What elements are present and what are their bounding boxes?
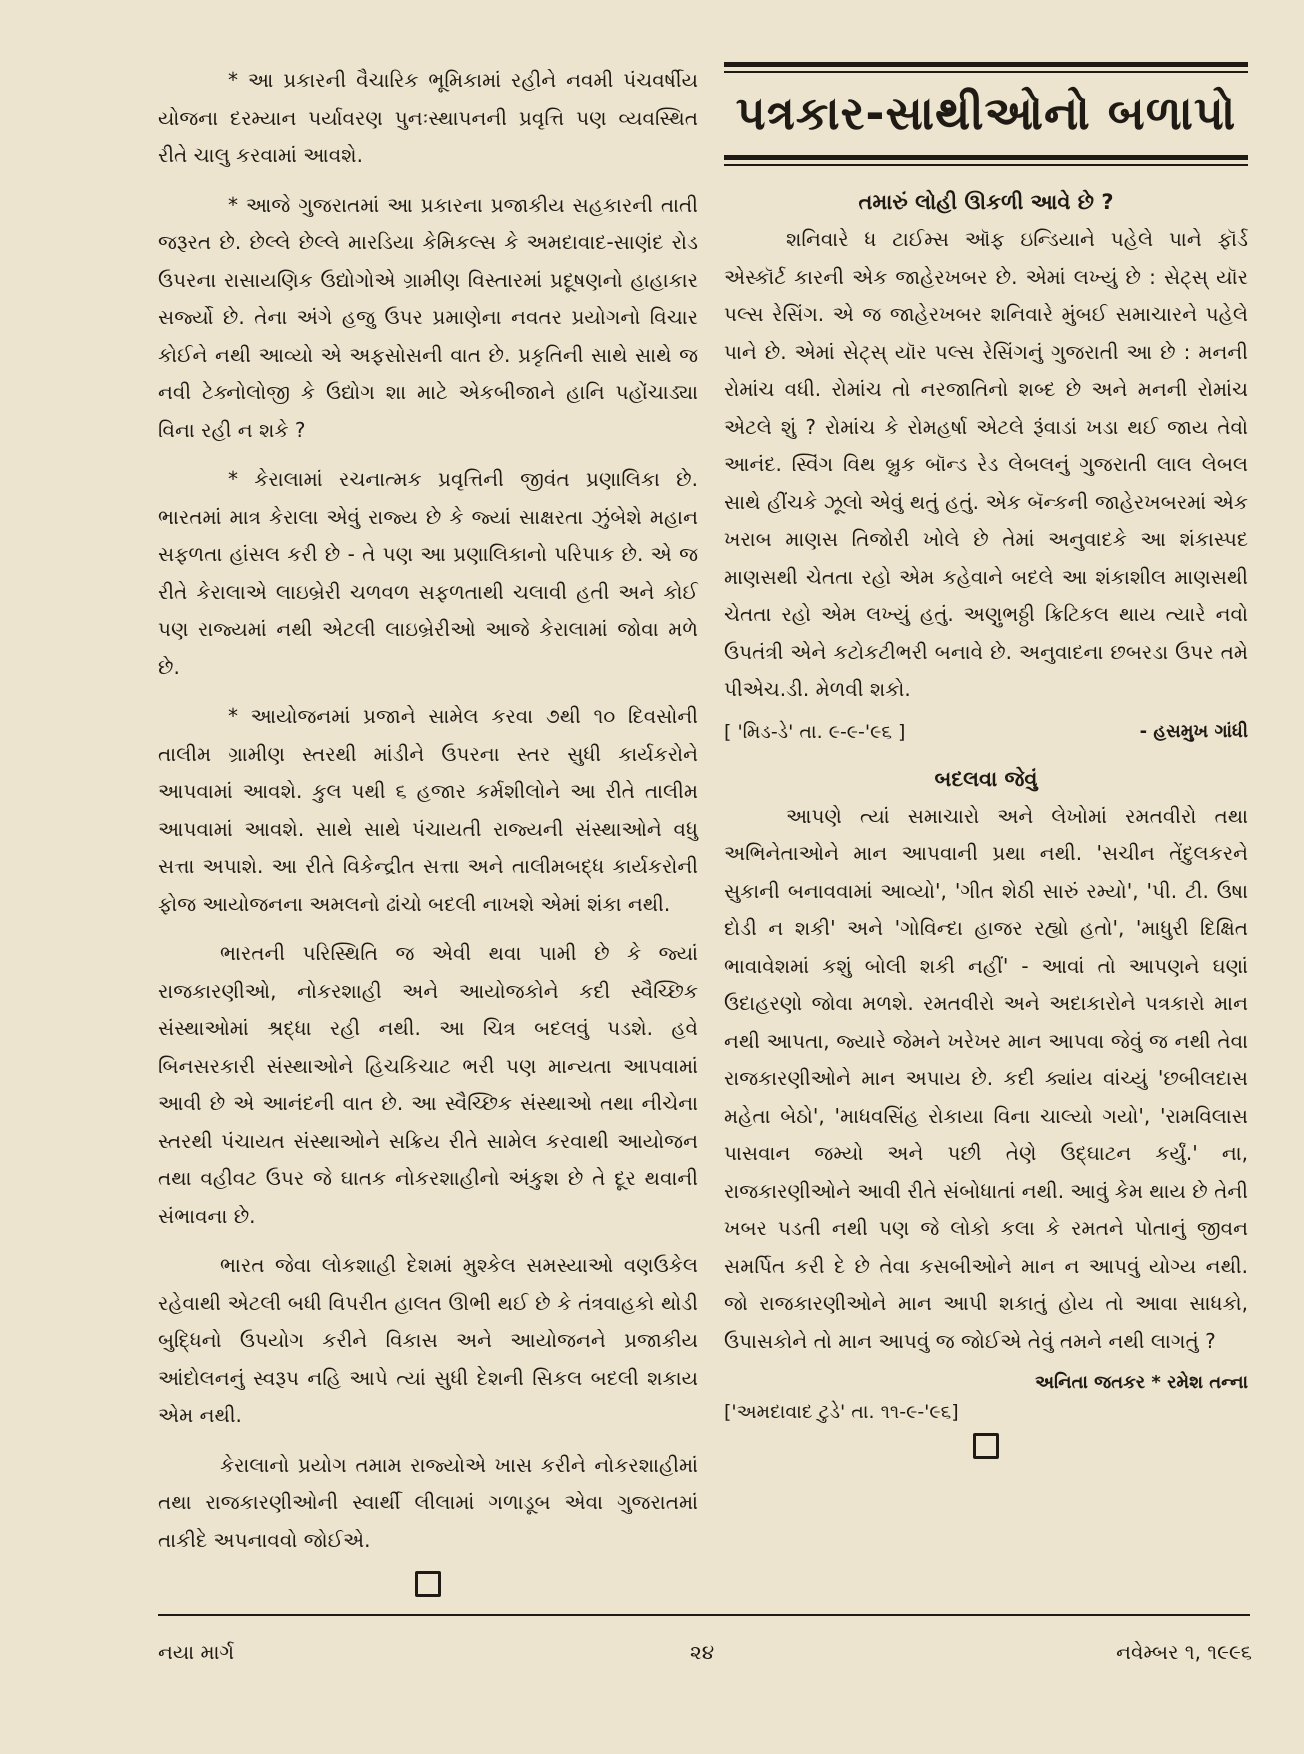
footer-publication: નયા માર્ગ bbox=[158, 1640, 235, 1664]
section1-citation: [ 'મિડ-ડે' તા. ૯-૯-'૯૬ ] bbox=[724, 720, 906, 743]
article-end-box-right bbox=[973, 1433, 999, 1459]
title-bottom-rule-thin bbox=[724, 164, 1248, 166]
section1-body: શનિવારે ધ ટાઈમ્સ ઑફ ઇન્ડિયાને પહેલે પાને ફૉર્ડ એસ્કૉર્ટ કારની એક જાહેરખબર છે. એમાં લખ્યું છે : સેટ્સ્ યૉર પલ્સ રેસિંગ. એ જ જાહેરખબર શનિવારે મુંબઈ સમાચારને પહેલે પાને છે. એમાં સેટ્સ્ યૉર પલ્સ રેસિંગનું ગુજરાતી આ છે : મનની રોમાંચ વધી. રોમાંચ તો નરજાતિનો શબ્દ છે અને મનની રોમાંચ એટલે શું ? રોમાંચ કે રોમહર્ષા એટલે રૂંવાડાં ખડા થઈ જાય તેવો આનંદ. સ્વિંગ વિથ બ્રુક બૉન્ડ રેડ લેબલનું ગુજરાતી લાલ લેબલ સાથે હીંચકે ઝૂલો એવું થતું હતું. એક બૅન્કની જાહેરખબરમાં એક ખરાબ માણસ તિજોરી ખોલે છે તેમાં અનુવાદકે આ શંકાસ્પદ માણસથી ચેતતા રહો એમ કહેવાને બદલે આ શંકાશીલ માણસથી ચેતતા રહો એમ લખ્યું હતું. અણુભઠ્ઠી ક્રિટિકલ થાય ત્યારે નવો ઉપતંત્રી એને કટોકટીભરી બનાવે છે. અનુવાદના છબરડા ઉપર તમે પીએચ.ડી. મેળવી શકો. bbox=[724, 227, 1248, 701]
left-paragraph-1: * આ પ્રકારની વૈચારિક ભૂમિકામાં રહીને નવમી પંચવર્ષીય યોજના દરમ્યાન પર્યાવરણ પુનઃસ્થાપનની પ્રવૃત્તિ પણ વ્યવસ્થિત રીતે ચાલુ કરવામાં આવશે. bbox=[158, 68, 698, 167]
footer-page-number: ૨૪ bbox=[690, 1640, 715, 1664]
section1-heading: તમારું લોહી ઊકળી આવે છે ? bbox=[858, 190, 1114, 214]
left-paragraph-3: * કેરાલામાં રચનાત્મક પ્રવૃત્તિની જીવંત પ્રણાલિકા છે. ભારતમાં માત્ર કેરાલા એવું રાજ્ય છે કે જ્યાં સાક્ષરતા ઝુંબેશે મહાન સફળતા હાંસલ કરી છે - તે પણ આ પ્રણાલિકાનો પરિપાક છે. એ જ રીતે કેરાલાએ લાઇબ્રેરી ચળવળ સફળતાથી ચલાવી હતી અને કોઈ પણ રાજ્યમાં નથી એટલી લાઇબ્રેરીઓ આજે કેરાલામાં જોવા મળે છે. bbox=[158, 467, 698, 679]
left-paragraph-2: * આજે ગુજરાતમાં આ પ્રકારના પ્રજાકીય સહકારની તાતી જરૂરત છે. છેલ્લે છેલ્લે મારડિયા કેમિકલ્સ કે અમદાવાદ-સાણંદ રોડ ઉપરના રાસાયણિક ઉદ્યોગોએ ગ્રામીણ વિસ્તારમાં પ્રદૂષણનો હાહાકાર સર્જ્યો છે. તેના અંગે હજુ ઉપર પ્રમાણેના નવતર પ્રયોગનો વિચાર કોઈને નથી આવ્યો એ અફસોસની વાત છે. પ્રકૃતિની સાથે સાથે જ નવી ટેક્નોલોજી કે ઉદ્યોગ શા માટે એકબીજાને હાનિ પહોંચાડ્યા વિના રહી ન શકે ? bbox=[158, 192, 698, 442]
section2-heading: બદલવા જેવું bbox=[934, 766, 1038, 791]
section2-body: આપણે ત્યાં સમાચારો અને લેખોમાં રમતવીરો તથા અભિનેતાઓને માન આપવાની પ્રથા નથી. 'સચીન તેંદુલકરને સુકાની બનાવવામાં આવ્યો', 'ગીત શેઠી સારું રમ્યો', 'પી. ટી. ઉષા દોડી ન શકી' અને 'ગોવિન્દા હાજર રહ્યો હતો', 'માધુરી દિક્ષિત ભાવાવેશમાં કશું બોલી શકી નહીં' - આવાં તો આપણને ઘણાં ઉદાહરણો જોવા મળશે. રમતવીરો અને અદાકારોને પત્રકારો માન નથી આપતા, જ્યારે જેમને ખરેખર માન આપવા જેવું જ નથી તેવા રાજકારણીઓને માન અપાય છે. કદી ક્યાંય વાંચ્યું 'છબીલદાસ મહેતા બેઠો', 'માધવસિંહ રોકાયા વિના ચાલ્યો ગયો', 'રામવિલાસ પાસવાન જમ્યો અને પછી તેણે ઉદ્ઘાટન કર્યું.' ના, રાજકારણીઓને આવી રીતે સંબોધાતાં નથી. આવું કેમ થાય છે તેની ખબર પડતી નથી પણ જે લોકો કલા કે રમતને પોતાનું જીવન સમર્પિત કરી દે છે તેવા કસબીઓને માન ન આપવું યોગ્ય નથી. જો રાજકારણીઓને માન આપી શકાતું હોય તો આવા સાધકો, ઉપાસકોને તો માન આપવું જ જોઈએ તેવું તમને નથી લાગતું ? bbox=[724, 803, 1248, 1353]
section2-authors: અનિતા જતકર * રમેશ તન્ના bbox=[1035, 1372, 1248, 1393]
left-column bbox=[158, 62, 698, 1597]
footer-rule bbox=[158, 1614, 1250, 1616]
title-bottom-rule bbox=[724, 155, 1248, 160]
title-top-rule bbox=[724, 62, 1248, 67]
footer-date: નવેમ્બર ૧, ૧૯૯૬ bbox=[1116, 1640, 1252, 1664]
section1-citation-row bbox=[724, 721, 1248, 743]
left-paragraph-6: ભારત જેવા લોકશાહી દેશમાં મુશ્કેલ સમસ્યાઓ વણઉકેલ રહેવાથી એટલી બધી વિપરીત હાલત ઊભી થઈ છે કે તંત્રવાહકો થોડી બુદ્ધિનો ઉપયોગ કરીને વિકાસ અને આયોજનને પ્રજાકીય આંદોલનનું સ્વરૂપ નહિ આપે ત્યાં સુધી દેશની સિકલ બદલી શકાય એમ નથી. bbox=[158, 1253, 698, 1427]
section1-author: - હસમુખ ગાંધી bbox=[1139, 721, 1248, 742]
left-paragraph-7: કેરાલાનો પ્રયોગ તમામ રાજ્યોએ ખાસ કરીને નોકરશાહીમાં તથા રાજકારણીઓની સ્વાર્થી લીલામાં ગળાડૂબ એવા ગુજરાતમાં તાકીદે અપનાવવો જોઈએ. bbox=[158, 1452, 698, 1552]
article-end-box-left bbox=[415, 1571, 441, 1597]
section2-citation: ['અમદાવાદ ટુડે' તા. ૧૧-૯-'૯૬] bbox=[724, 1401, 959, 1423]
left-paragraph-4: * આયોજનમાં પ્રજાને સામેલ કરવા ૭થી ૧૦ દિવસોની તાલીમ ગ્રામીણ સ્તરથી માંડીને ઉપરના સ્તર સુધી કાર્યકરોને આપવામાં આવશે. કુલ પથી ૬ હજાર કર્મશીલોને આ રીતે તાલીમ આપવામાં આવશે. સાથે સાથે પંચાયતી રાજ્યની સંસ્થાઓને વધુ સત્તા અપાશે. આ રીતે વિકેન્દ્રીત સત્તા અને તાલીમબદ્ધ કાર્યકરોની ફોજ આયોજનના અમલનો ઢાંચો બદલી નાખશે એમાં શંકા નથી. bbox=[158, 704, 698, 916]
right-column bbox=[724, 62, 1248, 1459]
title-top-rule-thin bbox=[724, 71, 1248, 73]
column-title: પત્રકાર-સાથીઓનો બળાપો bbox=[735, 86, 1237, 140]
left-paragraph-5: ભારતની પરિસ્થિતિ જ એવી થવા પામી છે કે જ્યાં રાજકારણીઓ, નોકરશાહી અને આયોજકોને કદી સ્વૈચ્છિક સંસ્થાઓમાં શ્રદ્ધા રહી નથી. આ ચિત્ર બદલવું પડશે. હવે બિનસરકારી સંસ્થાઓને હિચકિચાટ ભરી પણ માન્યતા આપવામાં આવી છે એ આનંદની વાત છે. આ સ્વૈચ્છિક સંસ્થાઓ તથા નીચેના સ્તરથી પંચાયત સંસ્થાઓને સક્રિય રીતે સામેલ કરવાથી આયોજન તથા વહીવટ ઉપર જે ઘાતક નોકરશાહીનો અંકુશ છે તે દૂર થવાની સંભાવના છે. bbox=[158, 941, 698, 1228]
